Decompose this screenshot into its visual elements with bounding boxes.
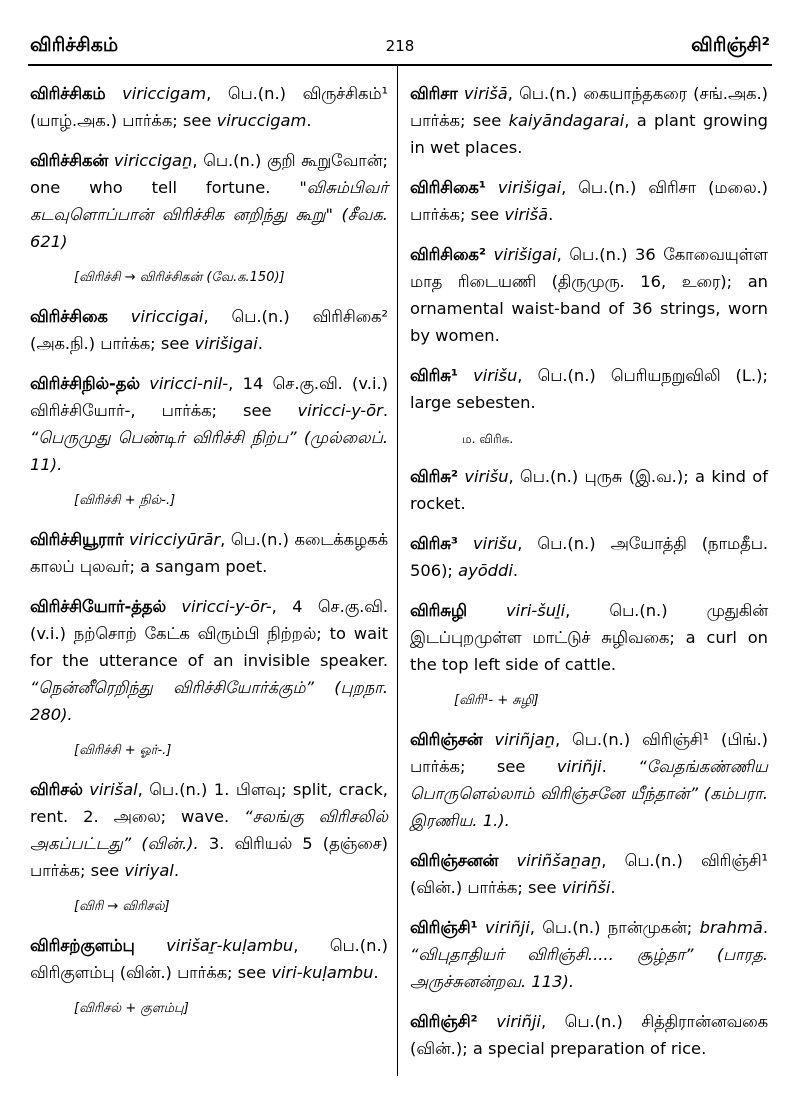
definition-text: , பெ.(n.) அயோத்தி (நாமதீப. 506); [410,534,768,580]
transliteration-or-quote: "விசும்பிவர் கடவுளொப்பான் விரிச்சிக னறிந்து கூறு" (சீவக. 621) [30,178,388,251]
transliteration-or-quote: virišā [504,205,549,224]
dictionary-entry [410,597,768,678]
transliteration-or-quote: virišaṟ-kuḷambu [166,936,294,955]
definition-text: . [762,918,768,937]
cognate-note: ம. விரிசு. [462,432,514,446]
definition-text: . [306,111,312,130]
definition-text: . [548,205,554,224]
transliteration-or-quote: viriyal [124,861,174,880]
definition-text: 3. விரியல் 5 (தஞ்சை) பார்க்க; see [30,834,388,880]
headword: விரிசா [410,84,458,103]
definition-text: . [512,561,519,580]
headword: விரிச்சியோர்-த்தல் [30,597,167,616]
transliteration-or-quote: “சலங்கு விரிசலில் அகப்பட்டது” (வின்.). [30,807,388,853]
definition-text [106,84,123,103]
page-header [30,34,770,58]
definition-text: , பெ.(n.) 1. பிளவு; split, crack, rent. 2. அலை; wave. [30,780,388,826]
headword: விரிசிகை¹ [410,178,486,197]
definition-text [458,534,473,553]
definition-text: , பெ.(n.) விரிசிகை² (அக.நி.) பார்க்க; see [30,307,388,353]
headword: விரிசு³ [410,534,458,553]
headword: விரிச்சிகம் [30,84,106,103]
definition-text [458,366,473,385]
transliteration-or-quote: “பெருமுது பெண்டிர் விரிச்சி நிற்ப” (முல்லைப். 11). [30,428,388,474]
definition-text: , பெ.(n.) முதுகின் இடப்புறமுள்ள மாட்டுச் சுழிவகை; a curl on the top left side of cattle. [410,601,768,674]
headword: விரிசு¹ [410,366,458,385]
definition-text: , பெ.(n.) விரிஞ்சி¹ (பிங்.) பார்க்க; see [410,730,768,776]
transliteration-or-quote: viriñji [484,918,530,937]
transliteration-or-quote: virišu [464,467,509,486]
etymology-reference: [விரிச்சி + நில்-.] [74,493,176,508]
transliteration-or-quote: viri-kuḷambu [271,963,374,982]
headword: விரிசல் [30,780,83,799]
dictionary-entry [410,174,768,228]
transliteration-or-quote: virišu [473,366,518,385]
etymology-reference: [விரி¹- + சுழி] [454,693,539,708]
transliteration-or-quote: kaiyāndagarai [508,111,625,130]
transliteration-or-quote: virišā [463,84,508,103]
transliteration-or-quote: viriñši [561,878,611,897]
etymology-reference: [விரி → விரிசல்] [74,899,170,914]
dictionary-entry [410,847,768,901]
dictionary-entry [30,776,388,884]
headword: விரிசுழி [410,601,467,620]
definition-text: . [601,757,639,776]
transliteration-or-quote: viricci-y-ōr- [181,597,272,616]
dictionary-entry [410,726,768,834]
dictionary-entry [410,530,768,584]
definition-text: , 4 செ.கு.வி. (v.i.) நற்சொற் கேட்க விரும்பி நிற்றல்; to wait for the utterance of an invisible speaker. [30,597,388,670]
header-right-guide-word: விரிஞ்சி² [691,34,770,56]
definition-text [140,374,149,393]
left-column [30,80,388,1034]
definition-text [478,1012,497,1031]
dictionary-entry [410,1008,768,1062]
dictionary-entry [30,370,388,478]
transliteration-or-quote: virišigai [194,334,258,353]
transliteration-or-quote: brahmā [699,918,763,937]
headword: விரிச்சிநில்-தல் [30,374,140,393]
definition-text: . [610,878,616,897]
page-number: 218 [385,37,415,55]
definition-text: . [382,401,388,420]
transliteration-or-quote: viri-šuḻi [506,601,566,620]
header-rule [28,64,772,66]
dictionary-entry [30,147,388,255]
transliteration-or-quote: virišigai [497,178,562,197]
headword: விரிச்சியூரார் [30,530,124,549]
headword: விரிச்சிகை [30,307,108,326]
definition-text [498,851,516,870]
dictionary-entry [410,80,768,161]
definition-text: , a plant growing in wet places. [410,111,769,157]
transliteration-or-quote: viricci-y-ōr [297,401,383,420]
etymology-reference: [விரிச்சி + ஓர்-.] [74,743,172,758]
definition-text [166,597,181,616]
dictionary-entry [30,80,388,134]
header-left-guide-word: விரிச்சிகம் [30,34,119,56]
definition-text: , பெ.(n.) விரிசா (மலை.) பார்க்க; see [410,178,768,224]
headword: விரிஞ்சி² [410,1012,478,1031]
transliteration-or-quote: “விபுதாதியர் விரிஞ்சி..... சூழ்தா” (பாரத. அருச்சுனன்றவ. 113). [410,945,768,991]
headword: விரிசிகை² [410,245,486,264]
headword: விரிசு² [410,467,458,486]
definition-text [486,178,498,197]
definition-text [483,730,495,749]
definition-text: , பெ.(n.) விரிகுளம்பு (வின்.) பார்க்க; see [30,936,388,982]
transliteration-or-quote: viruccigam [216,111,307,130]
dictionary-entry [30,303,388,357]
transliteration-or-quote: viriñjaṉ [494,730,555,749]
transliteration-or-quote: viriñšaṉaṉ [516,851,602,870]
dictionary-entry [410,241,768,349]
transliteration-or-quote: viriccigam [122,84,207,103]
headword: விரிஞ்சனன் [410,851,499,870]
dictionary-entry [30,593,388,728]
definition-text: , 14 செ.கு.வி. (v.i.) விரிச்சியோர்-, பார்க்க; see [30,374,388,420]
definition-text: , பெ.(n.) பெரியநறுவிலி (L.); large sebesten. [410,366,768,412]
transliteration-or-quote: viriccigaṉ [113,151,193,170]
definition-text: . [257,334,263,353]
etymology-reference: [விரிச்சி → விரிச்சிகன் (வே.க.150)] [74,270,285,285]
transliteration-or-quote: viriñji [496,1012,541,1031]
dictionary-entry [410,362,768,416]
transliteration-or-quote: “வேதங்கண்ணிய பொருளெல்லாம் விரிஞ்சனே யீந்தான்” (கம்பரா. இரணிய. 1.). [410,757,769,830]
definition-text [108,307,131,326]
definition-text: , பெ.(n.) விரிஞ்சி¹ (வின்.) பார்க்க; see [410,851,768,897]
dictionary-entry [30,932,388,986]
transliteration-or-quote: viricciyūrār [129,530,221,549]
etymology-reference: [விரிசல் + குளம்பு] [74,1001,189,1016]
transliteration-or-quote: virišu [473,534,518,553]
headword: விரிஞ்சி¹ [410,918,478,937]
definition-text: , பெ.(n.) குறி கூறுவோன்; one who tell fortune. [30,151,388,197]
definition-text: , பெ.(n.) கடைக்கழகக் காலப் புலவர்; a sangam poet. [30,530,388,576]
transliteration-or-quote: viricci-nil- [149,374,229,393]
definition-text [478,918,485,937]
transliteration-or-quote: virišal [89,780,138,799]
definition-text: , பெ.(n.) விருச்சிகம்¹ (யாழ்.அக.) பார்க்க; see [30,84,388,130]
definition-text: , பெ.(n.) நான்முகன்; [529,918,700,937]
column-divider [397,66,398,1076]
dictionary-entry [410,463,768,517]
headword: விரிசற்குளம்பு [30,936,135,955]
right-column [410,80,768,1075]
transliteration-or-quote: viriccigai [130,307,204,326]
definition-text: , பெ.(n.) 36 கோவையுள்ள மாத ரிடையணி (திருமுரு. 16, உரை); an ornamental waist-band of 36 strings, worn by women. [410,245,768,345]
definition-text [135,936,166,955]
definition-text: , பெ.(n.) கையாந்தகரை (சங்.அக.) பார்க்க; see [410,84,768,130]
definition-text: . [173,861,180,880]
definition-text [467,601,506,620]
dictionary-entry [410,914,768,995]
headword: விரிச்சிகன் [30,151,109,170]
transliteration-or-quote: ayōddi [458,561,513,580]
headword: விரிஞ்சன் [410,730,483,749]
definition-text: . [373,963,379,982]
transliteration-or-quote: “நென்னீரெறிந்து விரிச்சியோர்க்கும்” (புறநா. 280). [30,678,388,724]
definition-text: , பெ.(n.) புருசு (இ.வ.); a kind of rocket. [410,467,768,513]
dictionary-entry [30,526,388,580]
transliteration-or-quote: virišigai [493,245,557,264]
transliteration-or-quote: viriñji [556,757,602,776]
definition-text: , பெ.(n.) சித்திரான்னவகை (வின்.); a special preparation of rice. [410,1012,768,1058]
